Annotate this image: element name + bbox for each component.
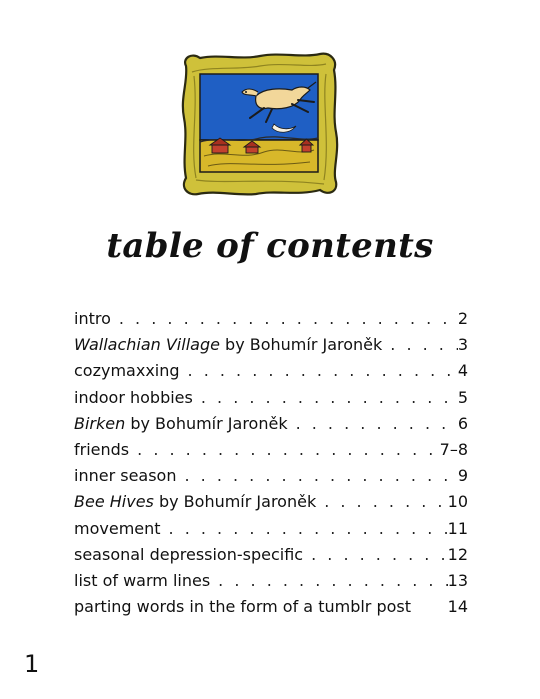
toc-entry-title: indoor hobbies [74, 387, 193, 407]
toc-entry [74, 594, 468, 620]
toc-entry-title: intro [74, 309, 111, 328]
toc-dot-leader [161, 516, 448, 542]
toc-dot-leader [288, 411, 458, 437]
toc-entry-page: 3 [457, 335, 468, 355]
toc-entry-page: 6 [457, 413, 468, 433]
toc-entry-title: Birken by Bohumír Jaroněk [74, 413, 288, 433]
toc-entry [74, 489, 468, 515]
toc-entry-title: Wallachian Village by Bohumír Jaroněk [74, 335, 383, 355]
toc-entry-title: movement [74, 518, 161, 538]
toc-entry [74, 542, 468, 568]
page-title: table of contents [106, 226, 434, 266]
toc-entry [74, 568, 468, 594]
toc-dot-leader [193, 385, 458, 411]
toc-entry-page: 4 [457, 361, 468, 381]
toc-dot-leader [180, 358, 458, 384]
toc-dot-leader [316, 489, 447, 515]
toc-dot-leader [382, 332, 458, 358]
toc-dot-leader [111, 306, 458, 332]
toc-dot-leader [129, 437, 440, 463]
toc-entry-title: list of warm lines [74, 570, 211, 590]
toc-entry [74, 358, 468, 384]
toc-dot-leader [176, 463, 457, 489]
toc-entry-page: 14 [447, 597, 468, 617]
toc-dot-leader [210, 568, 447, 594]
toc-entry-page: 11 [447, 518, 468, 538]
toc-entry [74, 516, 468, 542]
toc-entry-title: friends [74, 439, 130, 459]
toc-entry-page: 12 [447, 544, 468, 564]
toc-entry-page: 9 [457, 466, 468, 486]
toc-entry-page: 10 [447, 492, 468, 512]
toc-entry-title: parting words in the form of a tumblr post [74, 597, 412, 617]
toc-entry [74, 332, 468, 358]
page-number: 1 [24, 650, 40, 678]
framed-painting-cow-jumping-over-moon-icon [180, 52, 340, 196]
toc-entry [74, 385, 468, 411]
toc-entry-page: 13 [447, 570, 468, 590]
toc-entry-title: inner season [74, 466, 177, 486]
toc-entry-title: seasonal depression-specific [74, 544, 304, 564]
toc-entry [74, 437, 468, 463]
toc-dot-leader [303, 542, 448, 568]
toc-entry [74, 411, 468, 437]
toc-entry-title: Bee Hives by Bohumír Jaroněk [74, 492, 317, 512]
toc-entry-page: 5 [457, 387, 468, 407]
toc-entry [74, 463, 468, 489]
table-of-contents [74, 306, 468, 620]
toc-entry [74, 306, 468, 332]
toc-entry-page: 7–8 [439, 439, 468, 459]
toc-entry-page: 2 [457, 309, 468, 328]
toc-entry-title: cozymaxxing [74, 361, 180, 381]
